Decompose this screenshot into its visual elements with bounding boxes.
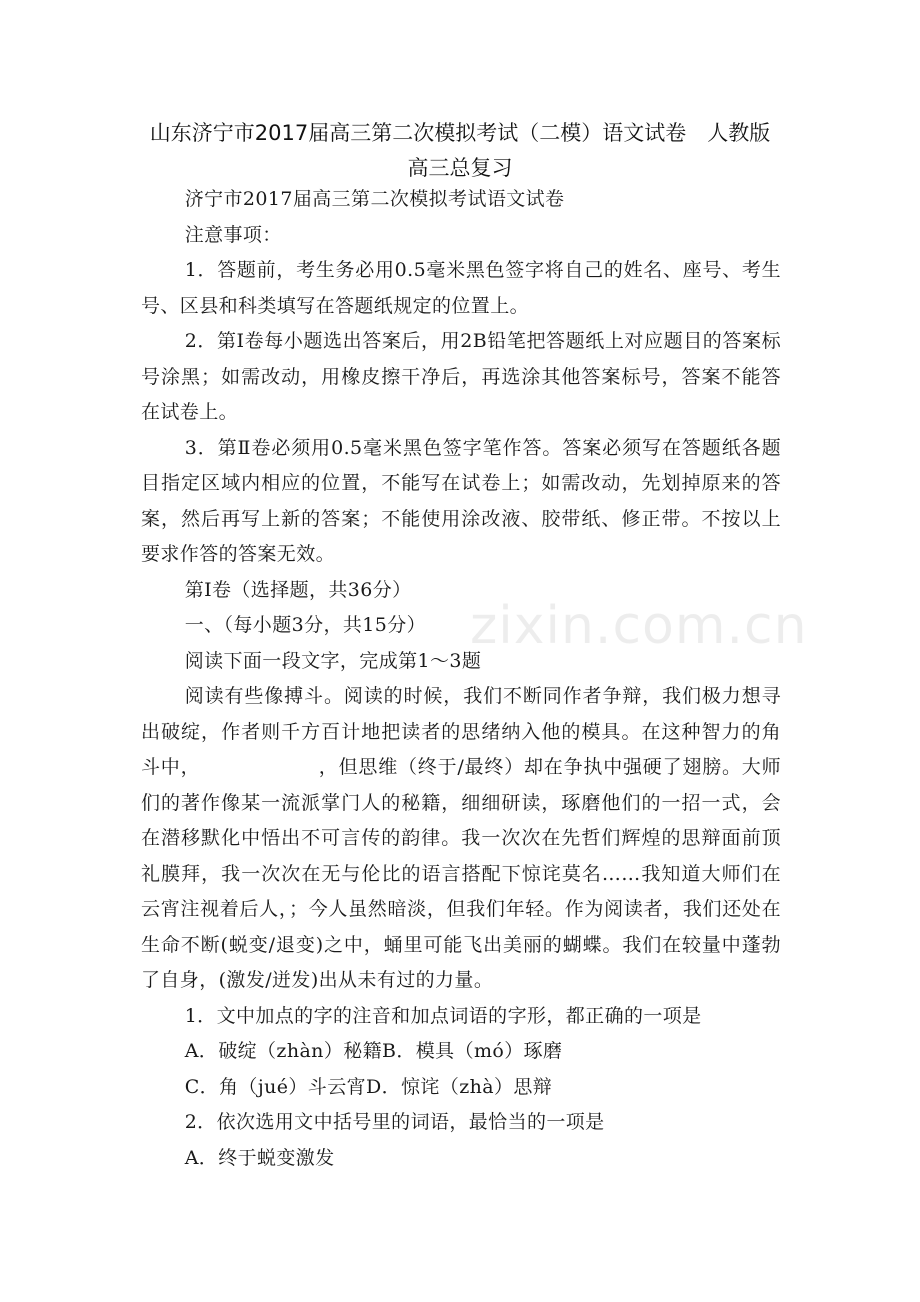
reading-passage	[141, 679, 781, 999]
question-1: 1．文中加点的字的注音和加点词语的字形，都正确的一项是	[184, 1004, 702, 1027]
part-heading: 一、（每小题3分，共15分）	[184, 614, 427, 636]
notice-item-1: 1．答题前，考生务必用0.5毫米黑色签字将自己的姓名、座号、考生号、区县和科类填写在答题纸规定的位置上。	[141, 259, 781, 317]
notice-heading: 注意事项：	[184, 223, 282, 246]
notice-item-2: 2．第Ⅰ卷每小题选出答案后，用2B铅笔把答题纸上对应题目的答案标号涂黑；如需改动，用橡皮擦干净后，再选涂其他答案标号，答案不能答在试卷上。	[141, 330, 781, 423]
reading-instruction: 阅读下面一段文字，完成第1～3题	[184, 649, 482, 672]
document-title: 山东济宁市2017届高三第二次模拟考试（二模）语文试卷 人教版高三总复习	[149, 121, 771, 180]
question-2: 2．依次选用文中括号里的词语，最恰当的一项是	[184, 1111, 605, 1133]
section-heading: 第Ⅰ卷（选择题，共36分）	[184, 578, 412, 601]
question-2-option-a: A．终于蜕变激发	[184, 1146, 335, 1169]
question-1-options-row-1: A．破绽（zhàn）秘籍B．模具（mó）琢磨	[184, 1040, 563, 1062]
question-1-options-row-2: C．角（jué）斗云宵D．惊诧（zhà）思辩	[184, 1075, 553, 1098]
site-watermark: zixin.com.cn	[470, 596, 808, 656]
document-body	[141, 182, 781, 1176]
passage-text-part-1: 阅读有些像搏斗。阅读的时候，我们不断同作者争辩，我们极力想寻出破绽，作者则千方百计地把读者的思绪纳入他的模具。在这种智力的角斗中，	[141, 685, 781, 778]
passage-text-part-2: ，但思维（终于/最终）却在争执中强硬了翅膀。大师们的著作像某一流派掌门人的秘籍，细细研读，琢磨他们的一招一式，会在潜移默化中悟出不可言传的韵律。我一次次在先哲们辉煌的思辩面前顶礼膜拜，我一次次在无与伦比的语言搭配下惊诧莫名……我知道大师们在云宵注视着后人，；今人虽然暗淡，但我们年轻。作为阅读者，我们还处在生命不断(蜕变/退变)之中，蛹里可能飞出美丽的蝴蝶。我们在较量中蓬勃了自身，(激发/迸发)出从未有过的力量。	[141, 756, 781, 991]
notice-item-3: 3．第Ⅱ卷必须用0.5毫米黑色签字笔作答。答案必须写在答题纸各题目指定区域内相应的位置，不能写在试卷上；如需改动，先划掉原来的答案，然后再写上新的答案；不能使用涂改液、胶带纸、修正带。不按以上要求作答的答案无效。	[141, 436, 781, 565]
document-subtitle: 济宁市2017届高三第二次模拟考试语文试卷	[184, 188, 565, 210]
